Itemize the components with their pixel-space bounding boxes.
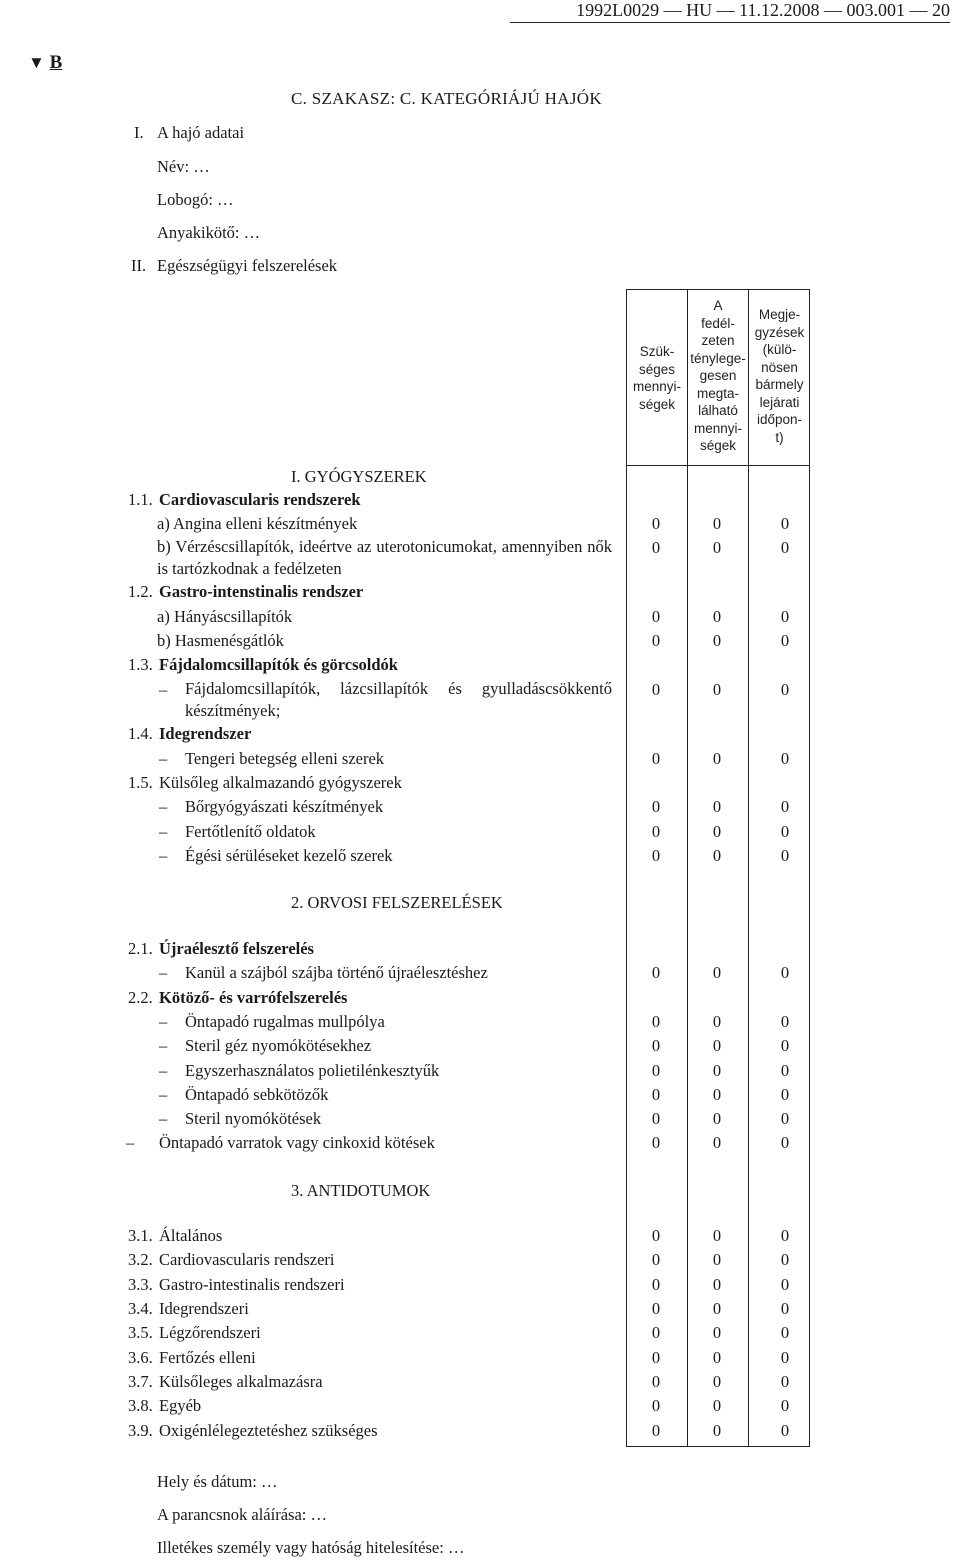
row-number: 3.6. [128, 1348, 153, 1367]
quantity-value: 0 [780, 1012, 790, 1031]
column-header [749, 306, 810, 446]
column-header-line: Megje- [758, 307, 801, 322]
quantity-value: 0 [712, 1133, 722, 1152]
row-label: b) Hasmenésgátlók [157, 631, 284, 650]
column-header-line: t) [775, 429, 784, 445]
row-label: Cardiovascularis rendszeri [159, 1250, 335, 1269]
quantity-value: 0 [780, 1348, 790, 1367]
quantity-value: 0 [651, 1421, 661, 1440]
quantity-value: 0 [651, 963, 661, 982]
quantity-value: 0 [651, 631, 661, 650]
row-label: Öntapadó sebkötözők [185, 1085, 329, 1104]
quantity-value: 0 [780, 607, 790, 626]
row-dash: – [159, 963, 168, 982]
row-dash: – [159, 846, 168, 865]
row-number: 2.1. [128, 939, 153, 958]
table-row [0, 1109, 960, 1131]
quantity-value: 0 [651, 822, 661, 841]
amendment-marker [28, 52, 62, 74]
quantity-value: 0 [780, 1133, 790, 1152]
table-row [0, 1061, 960, 1083]
row-label: Egyéb [159, 1396, 202, 1415]
row-label: Külsőleg alkalmazandó gyógyszerek [159, 773, 402, 792]
column-header-line: lejárati [759, 394, 800, 410]
quantity-value: 0 [712, 1061, 722, 1080]
column-header-line: bármely [755, 377, 804, 392]
quantity-value: 0 [712, 607, 722, 626]
quantity-value: 0 [780, 1109, 790, 1128]
row-label: Egyszerhasználatos polietilénkesztyűk [185, 1061, 440, 1080]
quantity-value: 0 [780, 846, 790, 865]
row-number: 3.9. [128, 1421, 153, 1440]
quantity-value: 0 [712, 1348, 722, 1367]
column-header-line: gesen [699, 368, 737, 383]
row-label: b) Vérzéscsillapítók, ideértve az uterotonicumokat, amennyiben nők is tartózkodnak a fedélzeten [157, 537, 612, 578]
quantity-value: 0 [780, 514, 790, 533]
row-number: 1.2. [128, 582, 153, 601]
quantity-value: 0 [712, 822, 722, 841]
table-row [0, 537, 960, 578]
table-row [0, 1133, 960, 1155]
row-label: Kanül a szájból szájba történő újraélesztéshez [185, 963, 488, 982]
ship-heading: A hajó adatai [157, 123, 245, 142]
quantity-value: 0 [651, 1348, 661, 1367]
row-label: Fájdalomcsillapítók, lázcsillapítók és gyulladáscsökkentő készítmények; [185, 679, 612, 720]
row-dash: – [159, 1036, 168, 1055]
quantity-value: 0 [780, 631, 790, 650]
table-row [0, 822, 960, 844]
section-medicines: I. GYÓGYSZEREK [291, 467, 427, 486]
row-label: Fertőtlenítő oldatok [185, 822, 316, 841]
quantity-value: 0 [712, 1323, 722, 1342]
row-label: a) Angina elleni készítmények [157, 514, 358, 533]
section-medical-equipment: 2. ORVOSI FELSZERELÉSEK [291, 893, 503, 912]
table-row [0, 846, 960, 868]
row-dash: – [159, 1109, 168, 1128]
row-label: Gastro-intenstinalis rendszer [159, 582, 364, 601]
column-header-line: fedél- [701, 315, 735, 331]
row-label: Öntapadó varratok vagy cinkoxid kötések [159, 1133, 435, 1152]
table-row [0, 490, 960, 512]
table-row [0, 655, 960, 677]
row-number: 3.7. [128, 1372, 153, 1391]
column-header-line: ténylege- [690, 350, 746, 366]
column-header-line: gyzések [754, 324, 805, 340]
quantity-value: 0 [651, 1396, 661, 1415]
column-header-line: A [713, 298, 723, 313]
table-row [0, 1012, 960, 1034]
table-row [0, 1250, 960, 1272]
quantity-value: 0 [780, 1299, 790, 1318]
table-row [0, 1323, 960, 1345]
quantity-value: 0 [651, 1226, 661, 1245]
row-dash: – [159, 1085, 168, 1104]
row-number: 3.5. [128, 1323, 153, 1342]
quantity-value: 0 [712, 963, 722, 982]
quantity-value: 0 [780, 822, 790, 841]
row-number: 3.2. [128, 1250, 153, 1269]
quantity-value: 0 [712, 538, 722, 557]
row-number: 1.4. [128, 724, 153, 743]
quantity-value: 0 [651, 1036, 661, 1055]
quantity-value: 0 [712, 1226, 722, 1245]
quantity-value: 0 [712, 1109, 722, 1128]
quantity-value: 0 [780, 1250, 790, 1269]
row-dash: – [159, 797, 168, 816]
table-row [0, 724, 960, 746]
row-number: 1.5. [128, 773, 153, 792]
column-header-line: időpon- [756, 412, 803, 427]
table-row [0, 773, 960, 795]
quantity-value: 0 [712, 846, 722, 865]
column-header-line: lálható [698, 403, 738, 418]
quantity-value: 0 [651, 1372, 661, 1391]
table-row [0, 988, 960, 1010]
authority-certification: Illetékes személy vagy hatóság hitelesítése: … [157, 1538, 465, 1557]
quantity-value: 0 [712, 514, 722, 533]
row-label: Steril géz nyomókötésekhez [185, 1036, 372, 1055]
row-label: Oxigénlélegeztetéshez szükséges [159, 1421, 378, 1440]
quantity-value: 0 [780, 1275, 790, 1294]
row-label: Gastro-intestinalis rendszeri [159, 1275, 345, 1294]
row-dash: – [159, 1012, 168, 1031]
quantity-value: 0 [712, 1275, 722, 1294]
quantity-value: 0 [712, 797, 722, 816]
row-label: Fertőzés elleni [159, 1348, 256, 1367]
quantity-value: 0 [712, 1036, 722, 1055]
ship-port: Anyakikötő: … [157, 223, 261, 242]
column-header-line: séges [638, 361, 676, 377]
table-row [0, 1226, 960, 1248]
table-row [0, 631, 960, 653]
quantity-value: 0 [780, 963, 790, 982]
table-row [0, 1396, 960, 1418]
row-label: Cardiovascularis rendszerek [159, 490, 361, 509]
quantity-value: 0 [780, 1396, 790, 1415]
column-header-line: ségek [638, 396, 676, 412]
row-dash: – [159, 1061, 168, 1080]
quantity-value: 0 [651, 514, 661, 533]
quantity-value: 0 [712, 1012, 722, 1031]
quantity-value: 0 [780, 1085, 790, 1104]
quantity-value: 0 [712, 1299, 722, 1318]
triangle-down-icon: ▼ [28, 53, 45, 72]
row-label: Bőrgyógyászati készítmények [185, 797, 384, 816]
table-row [0, 607, 960, 629]
quantity-value: 0 [651, 680, 661, 699]
place-and-date: Hely és dátum: … [157, 1472, 278, 1491]
column-header-line: mennyi- [632, 379, 681, 394]
row-label: Kötöző- és varrófelszerelés [159, 988, 348, 1007]
quantity-value: 0 [651, 1133, 661, 1152]
section-title: C. SZAKASZ: C. KATEGÓRIÁJÚ HAJÓK [291, 89, 602, 108]
table-row [0, 1348, 960, 1370]
quantity-value: 0 [651, 1085, 661, 1104]
table-row [0, 1372, 960, 1394]
ship-heading-number: I. [134, 123, 144, 142]
row-number: 3.3. [128, 1275, 153, 1294]
quantity-value: 0 [651, 846, 661, 865]
column-header-line: megta- [696, 385, 740, 401]
quantity-value: 0 [712, 1396, 722, 1415]
column-header [688, 297, 748, 455]
row-number: 1.1. [128, 490, 153, 509]
quantity-value: 0 [712, 1250, 722, 1269]
quantity-value: 0 [712, 1421, 722, 1440]
section-antidotes: 3. ANTIDOTUMOK [291, 1181, 431, 1200]
quantity-value: 0 [651, 1012, 661, 1031]
row-label: Általános [159, 1226, 223, 1245]
ship-flag: Lobogó: … [157, 190, 234, 209]
column-header-line: nösen [761, 359, 798, 375]
column-header-line: (külö- [762, 342, 797, 357]
quantity-value: 0 [712, 631, 722, 650]
quantity-value: 0 [780, 1421, 790, 1440]
quantity-value: 0 [780, 1061, 790, 1080]
column-header-line: ségek [699, 438, 737, 453]
quantity-value: 0 [651, 1299, 661, 1318]
quantity-value: 0 [651, 1275, 661, 1294]
row-dash: – [126, 1133, 135, 1152]
row-number: 2.2. [128, 988, 153, 1007]
quantity-value: 0 [780, 1036, 790, 1055]
column-header-line: Szük- [639, 344, 675, 359]
table-row [0, 749, 960, 771]
table-row [0, 1421, 960, 1443]
marker-label: B [49, 52, 63, 73]
column-header-line: mennyi- [693, 420, 742, 436]
column-divider [687, 289, 688, 1447]
column-divider [748, 289, 749, 1447]
row-number: 3.1. [128, 1226, 153, 1245]
row-number: 3.4. [128, 1299, 153, 1318]
row-label: Idegrendszer [159, 724, 252, 743]
table-row [0, 1036, 960, 1058]
row-number: 3.8. [128, 1396, 153, 1415]
row-dash: – [159, 822, 168, 841]
row-label: Tengeri betegség elleni szerek [185, 749, 385, 768]
quantity-value: 0 [712, 680, 722, 699]
ship-name: Név: … [157, 157, 210, 176]
quantity-value: 0 [651, 607, 661, 626]
row-label: Fájdalomcsillapítók és görcsoldók [159, 655, 398, 674]
table-row [0, 514, 960, 536]
header-divider [626, 465, 810, 466]
quantity-value: 0 [651, 1109, 661, 1128]
quantity-value: 0 [712, 749, 722, 768]
quantity-value: 0 [780, 1226, 790, 1245]
row-number: 1.3. [128, 655, 153, 674]
quantity-value: 0 [780, 538, 790, 557]
quantity-value: 0 [780, 1323, 790, 1342]
equipment-heading: Egészségügyi felszerelések [157, 256, 338, 275]
quantity-value: 0 [651, 1250, 661, 1269]
document-reference: 1992L0029 — HU — 11.12.2008 — 003.001 — 20 [510, 0, 950, 23]
quantity-value: 0 [780, 749, 790, 768]
row-label: Újraélesztő felszerelés [159, 939, 314, 958]
table-row [0, 963, 960, 985]
table-row [0, 582, 960, 604]
row-label: Öntapadó rugalmas mullpólya [185, 1012, 385, 1031]
quantity-value: 0 [651, 1323, 661, 1342]
table-row [0, 1275, 960, 1297]
row-label: Légzőrendszeri [159, 1323, 261, 1342]
master-signature: A parancsnok aláírása: … [157, 1505, 327, 1524]
table-row [0, 797, 960, 819]
column-header-line: zeten [701, 333, 735, 348]
quantity-value: 0 [651, 749, 661, 768]
row-label: Égési sérüléseket kezelő szerek [185, 846, 393, 865]
quantity-value: 0 [712, 1085, 722, 1104]
row-dash: – [159, 680, 168, 699]
table-row [0, 679, 960, 720]
column-header [627, 343, 687, 413]
row-label: a) Hányáscsillapítók [157, 607, 293, 626]
quantity-table [626, 289, 810, 1447]
equipment-heading-number: II. [131, 256, 147, 275]
row-label: Idegrendszeri [159, 1299, 249, 1318]
quantity-value: 0 [651, 1061, 661, 1080]
quantity-value: 0 [712, 1372, 722, 1391]
quantity-value: 0 [780, 1372, 790, 1391]
quantity-value: 0 [780, 797, 790, 816]
row-label: Külsőleges alkalmazásra [159, 1372, 323, 1391]
quantity-value: 0 [651, 797, 661, 816]
row-dash: – [159, 749, 168, 768]
table-row [0, 939, 960, 961]
quantity-value: 0 [651, 538, 661, 557]
row-label: Steril nyomókötések [185, 1109, 322, 1128]
table-row [0, 1299, 960, 1321]
quantity-value: 0 [780, 680, 790, 699]
table-row [0, 1085, 960, 1107]
